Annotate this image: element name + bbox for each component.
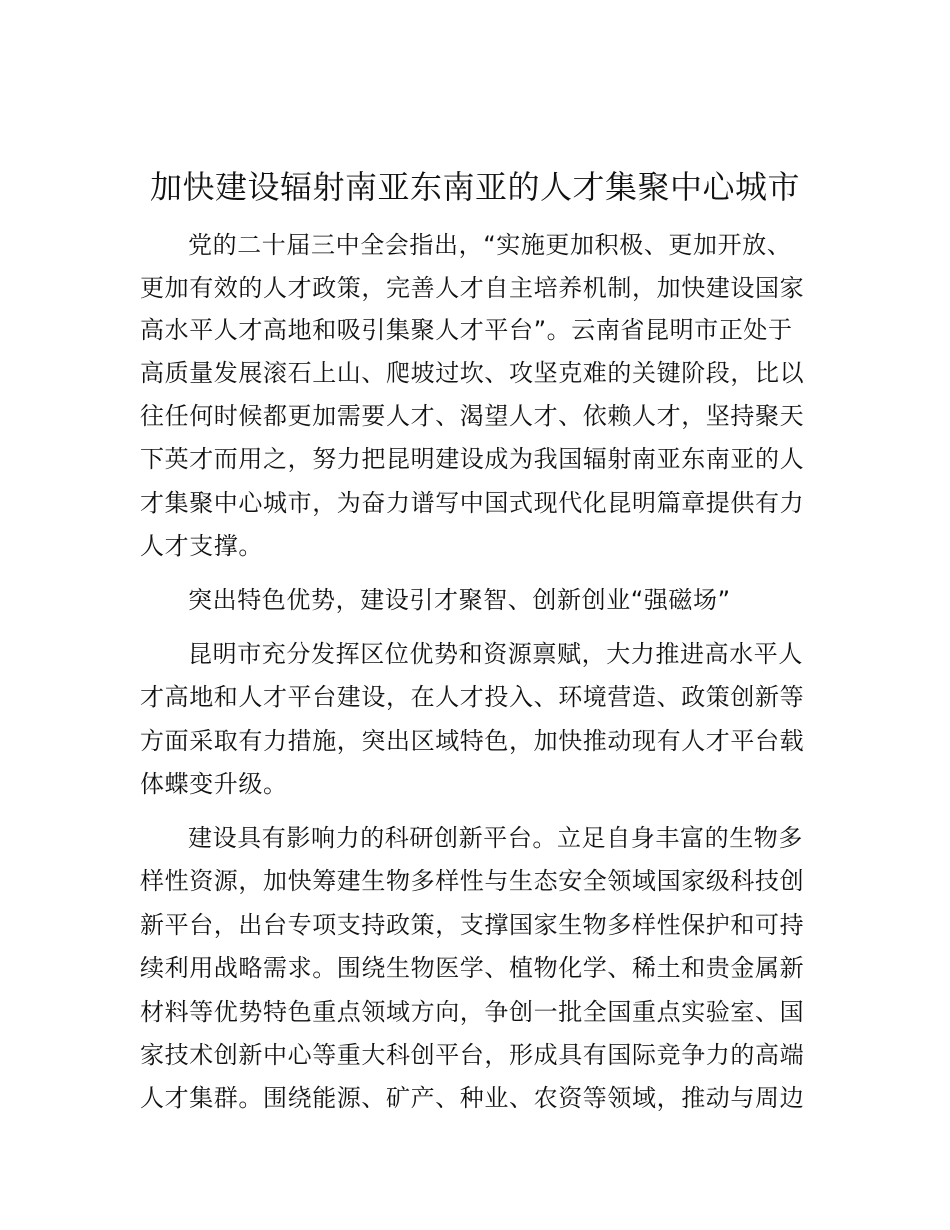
section-heading: 突出特色优势，建设引才聚智、创新创业“强磁场” xyxy=(188,586,731,614)
text-line: 人才集群。围绕能源、矿产、种业、农资等领域，推动与周边 xyxy=(140,1084,805,1112)
text-line: 方面采取有力措施，突出区域特色，加快推动现有人才平台载 xyxy=(140,727,805,755)
text-line: 昆明市充分发挥区位优势和资源禀赋，大力推进高水平人 xyxy=(188,640,803,668)
text-line: 人才支撑。 xyxy=(140,532,263,560)
text-line: 续利用战略需求。围绕生物医学、植物化学、稀土和贵金属新 xyxy=(140,954,805,982)
text-line: 建设具有影响力的科研创新平台。立足自身丰富的生物多 xyxy=(188,824,803,852)
text-line: 往任何时候都更加需要人才、渴望人才、依赖人才，坚持聚天 xyxy=(140,402,805,430)
text-line: 高质量发展滚石上山、爬坡过坎、攻坚克难的关键阶段，比以 xyxy=(140,359,805,387)
text-line: 才高地和人才平台建设，在人才投入、环境营造、政策创新等 xyxy=(140,683,805,711)
text-line: 样性资源，加快筹建生物多样性与生态安全领域国家级科技创 xyxy=(140,867,805,895)
text-line: 新平台，出台专项支持政策，支撑国家生物多样性保护和可持 xyxy=(140,911,805,939)
text-line: 才集聚中心城市，为奋力谱写中国式现代化昆明篇章提供有力 xyxy=(140,489,805,517)
text-line: 材料等优势特色重点领域方向，争创一批全国重点实验室、国 xyxy=(140,998,805,1026)
text-line: 更加有效的人才政策，完善人才自主培养机制，加快建设国家 xyxy=(140,274,805,302)
text-line: 体蝶变升级。 xyxy=(140,770,288,798)
text-line: 高水平人才高地和吸引集聚人才平台”。云南省昆明市正处于 xyxy=(140,316,793,344)
text-line: 党的二十届三中全会指出，“实施更加积极、更加开放、 xyxy=(188,231,792,259)
document-title: 加快建设辐射南亚东南亚的人才集聚中心城市 xyxy=(149,168,800,206)
text-line: 下英才而用之，努力把昆明建设成为我国辐射南亚东南亚的人 xyxy=(140,445,805,473)
text-line: 家技术创新中心等重大科创平台，形成具有国际竞争力的高端 xyxy=(140,1041,805,1069)
